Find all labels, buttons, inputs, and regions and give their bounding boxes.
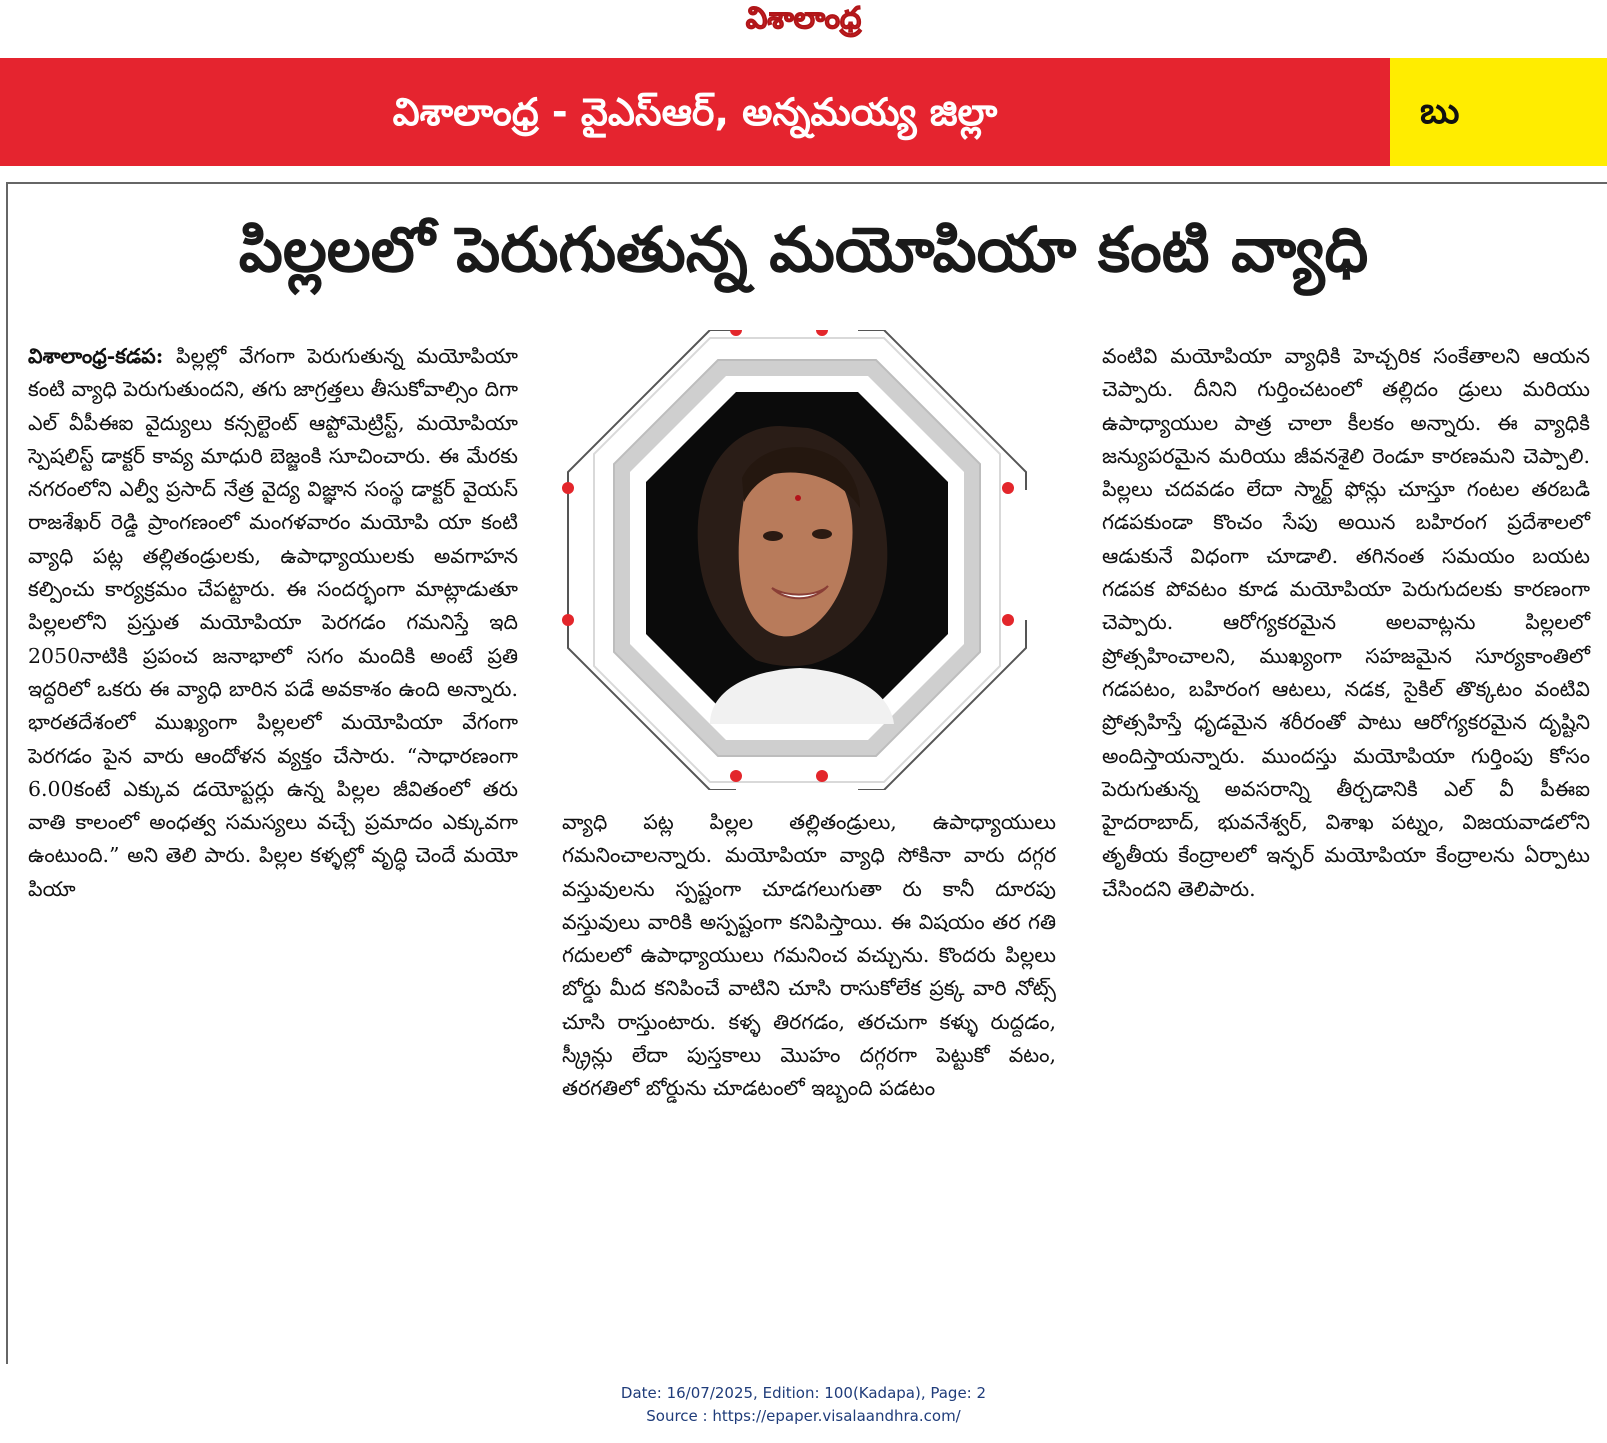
portrait-photo-frame — [560, 330, 1034, 790]
masthead — [0, 0, 1607, 42]
frame-dot — [562, 482, 574, 494]
newspaper-logo: విశాలాంధ్ర — [745, 1, 862, 36]
frame-dot — [1002, 614, 1014, 626]
octagon-frame-graphic — [560, 330, 1034, 790]
footer-source-link[interactable]: Source : https://epaper.visalaandhra.com/ — [646, 1407, 961, 1425]
edition-band — [0, 58, 1607, 166]
frame-dot — [816, 330, 828, 336]
edition-band-side — [1390, 58, 1607, 166]
article-column-middle: వ్యాధి పట్ల పిల్లల తల్లితండ్రులు, ఉపాధ్యాయులు గమనించాలన్నారు. మయోపియా వ్యాధి సోకినా వారు దగ్గర వస్తువులను స్పష్టంగా చూడగలుగుతా రు కానీ దూరపు వస్తువులు వారికి అస్పష్టంగా కనిపిస్తాయి. ఈ విషయం తర గతి గదులలో ఉపాధ్యాయులు గమనించ వచ్చును. కొందరు పిల్లలు బోర్డు మీద కనిపించే వాటిని చూసి రాసుకోలేక ప్రక్క వారి నోట్స్ చూసి రాస్తుంటారు. కళ్ళ తిరగడం, తరచుగా కళ్ళు రుద్దడం, స్క్రీన్లు లేదా పుస్తకాలు మొహం దగ్గరగా పెట్టుకో వటం, తరగతిలో బోర్డును చూడటంలో ఇబ్బంది పడటం — [562, 810, 1056, 1101]
article-column-right: వంటివి మయోపియా వ్యాధికి హెచ్చరిక సంకేతాలని ఆయన చెప్పారు. దీనిని గుర్తించటంలో తల్లిదం డ్రులు మరియు ఉపాధ్యాయుల పాత్ర చాలా కీలకం అన్నారు. ఈ వ్యాధికి జన్యుపరమైన మరియు జీవనశైలి రెండూ కారణమని చెప్పాలి. పిల్లలు చదవడం లేదా స్మార్ట్ ఫోన్లు చూస్తూ గంటల తరబడి గడపకుండా కొంచం సేపు అయిన బహిరంగ ప్రదేశాలలో ఆడుకునే విధంగా చూడాలి. తగినంత సమయం బయట గడపక పోవటం కూడ మయోపియా పెరుగుదలకు కారణంగా చెప్పారు. ఆరోగ్యకరమైన అలవాట్లను పిల్లలలో ప్రోత్సహించాలని, ముఖ్యంగా సహజమైన సూర్యకాంతిలో గడపటం, బహిరంగ ఆటలు, నడక, సైకిల్ తొక్కటం వంటివి ప్రోత్సహిస్తే ధృడమైన శరీరంతో పాటు ఆరోగ్యకరమైన దృష్టిని అందిస్తాయన్నారు. ముందస్తు మయోపియా గుర్తింపు కోసం పెరుగుతున్న అవసరాన్ని తీర్చడానికి ఎల్ వీ పీఈఐ హైదరాబాద్, భువనేశ్వర్, విశాఖ పట్నం, విజయవాడలోని తృతీయ కేంద్రాలలో ఇన్ఫర్ మయోపియా కేంద్రాలను ఏర్పాటు చేసిందని తెలిపారు. — [1102, 344, 1590, 901]
frame-dot — [1002, 482, 1014, 494]
article-column-left — [28, 340, 518, 906]
footer-date-edition: Date: 16/07/2025, Edition: 100(Kadapa), Page: 2 — [620, 1384, 987, 1402]
edition-band-title: విశాలాంధ్ర - వైఎస్ఆర్, అన్నమయ్య జిల్లా — [392, 90, 998, 134]
page-footer — [0, 1382, 1607, 1428]
edition-band-side-text: బు — [1420, 91, 1460, 132]
article-headline: పిల్లలలో పెరుగుతున్న మయోపియా కంటి వ్యాధి — [238, 213, 1369, 286]
article-left-text: పిల్లల్లో వేగంగా పెరుగుతున్న మయోపియా కంటి వ్యాధి పెరుగుతుందని, తగు జాగ్రత్తలు తీసుకోవాల్సిం దిగా ఎల్ వీపీఈఐ వైద్యులు కన్సల్టెంట్ ఆప్టోమెట్రిస్ట్, మయోపియా స్పెషలిస్ట్ డాక్టర్ కావ్య మాధురి బెజ్జంకి సూచించారు. ఈ మేరకు నగరంలోని ఎల్వీ ప్రసాద్ నేత్ర వైద్య విజ్ఞాన సంస్థ డాక్టర్ వైయస్ రాజశేఖర్ రెడ్డి ప్రాంగణంలో మంగళవారం మయోపి యా కంటి వ్యాధి పట్ల తల్లితండ్రులకు, ఉపాధ్యాయులకు అవగాహన కల్పించు కార్యక్రమం చేపట్టారు. ఈ సందర్భంగా మాట్లాడుతూ పిల్లలలోని ప్రస్తుత మయోపియా పెరగడం గమనిస్తే ఇది 2050నాటికి ప్రపంచ జనాభాలో సగం మందికి అంటే ప్రతి ఇద్దరిలో ఒకరు ఈ వ్యాధి బారిన పడే అవకాశం ఉంది అన్నారు. భారతదేశంలో ముఖ్యంగా పిల్లలలో మయోపియా వేగంగా పెరగడం పైన వారు ఆందోళన వ్యక్తం చేసారు. “సాధారణంగా 6.00కంటే ఎక్కువ డయోప్టర్లు ఉన్న పిల్లల జీవితంలో తరు వాతి కాలంలో అంధత్వ సమస్యలు వచ్చే ప్రమాదం ఎక్కువగా ఉంటుంది.” అని తెలి పారు. పిల్లల కళ్ళల్లో వృద్ధి చెందే మయో పియా — [28, 344, 518, 901]
article-dateline: విశాలాంధ్ర-కడప: — [28, 344, 164, 368]
frame-dot — [730, 770, 742, 782]
frame-dot — [562, 614, 574, 626]
frame-dot — [730, 330, 742, 336]
frame-dot — [816, 770, 828, 782]
